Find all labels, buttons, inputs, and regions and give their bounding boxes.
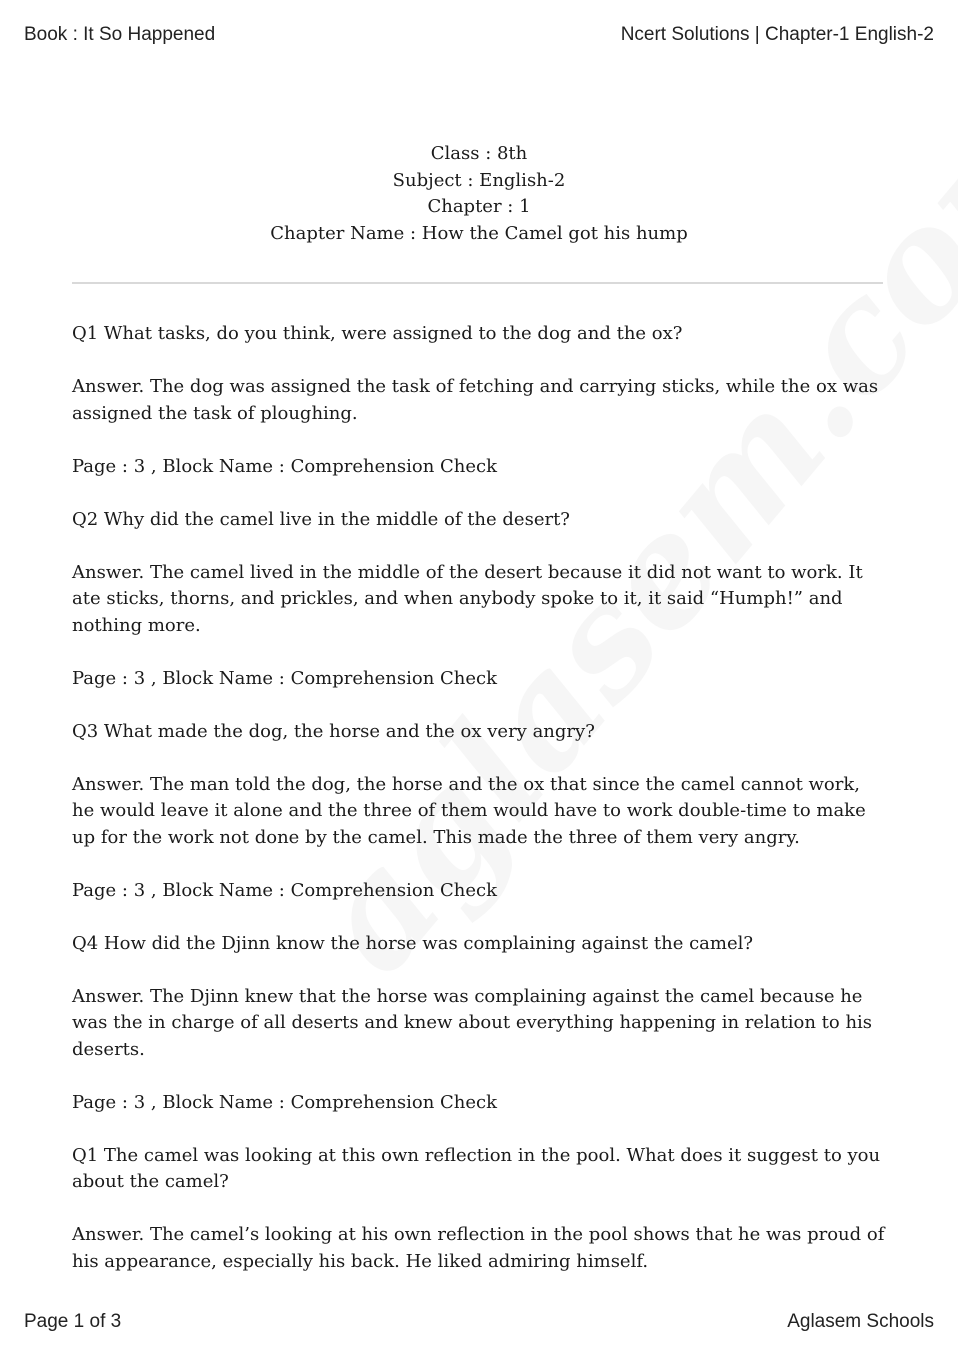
question-1: Q1 What tasks, do you think, were assigned to the dog and the ox?	[72, 323, 683, 344]
title-block	[0, 141, 958, 247]
answer-1: Answer. The dog was assigned the task of fetching and carrying sticks, while the ox was assigned the task of ploughing.	[72, 376, 879, 424]
answer-2: Answer. The camel lived in the middle of the desert because it did not want to work. It ate sticks, thorns, and prickles, and when anybody spoke to it, it said “Humph!” and nothing more.	[72, 561, 863, 636]
footer-page-number: Page 1 of 3	[24, 1311, 122, 1332]
answer-4: Answer. The Djinn knew that the horse was complaining against the camel because he was the in charge of all deserts and knew about everything happening in relation to his deserts.	[72, 985, 873, 1060]
header-chapter-info: Ncert Solutions | Chapter-1 English-2	[620, 24, 934, 45]
chapter-name-label: Chapter Name : How the Camel got his hump	[270, 222, 688, 244]
header-book-title: Book : It So Happened	[24, 24, 216, 45]
question-2: Q2 Why did the camel live in the middle of the desert?	[72, 508, 570, 530]
divider	[72, 282, 883, 284]
answer-3: Answer. The man told the dog, the horse and the ox that since the camel cannot work, he would leave it alone and the three of them would have to work double-time to make up for the work not done by the camel. This made the three of them very angry.	[72, 773, 866, 848]
question-4: Q4 How did the Djinn know the horse was complaining against the camel?	[72, 932, 754, 954]
page-ref-4: Page : 3 , Block Name : Comprehension Check	[72, 1091, 498, 1113]
question-3: Q3 What made the dog, the horse and the ox very angry?	[72, 720, 595, 742]
page-ref-2: Page : 3 , Block Name : Comprehension Check	[72, 667, 498, 689]
class-label: Class : 8th	[430, 143, 528, 164]
footer-publisher: Aglasem Schools	[787, 1311, 934, 1332]
question-5: Q1 The camel was looking at this own reflection in the pool. What does it suggest to you about the camel?	[72, 1144, 881, 1192]
subject-label: Subject : English-2	[392, 169, 566, 191]
qa-content	[72, 321, 887, 1302]
chapter-label: Chapter : 1	[427, 196, 531, 217]
answer-5: Answer. The camel’s looking at his own reflection in the pool shows that he was proud of his appearance, especially his back. He liked admiring himself.	[72, 1224, 885, 1272]
page-ref-3: Page : 3 , Block Name : Comprehension Check	[72, 879, 498, 901]
page-ref-1: Page : 3 , Block Name : Comprehension Check	[72, 455, 498, 477]
